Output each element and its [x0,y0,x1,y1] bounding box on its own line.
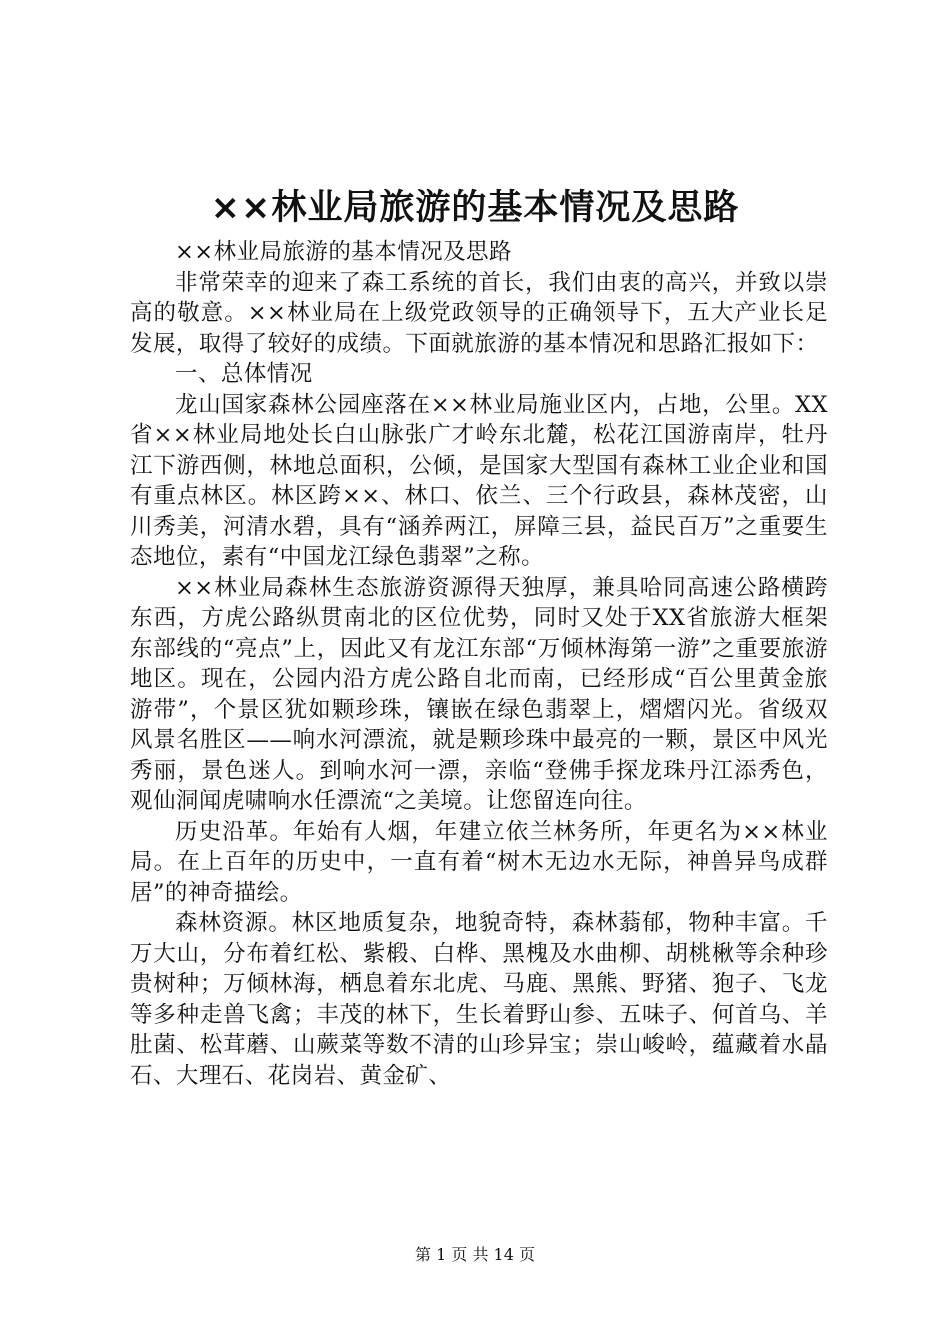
document-title: ××林业局旅游的基本情况及思路 [210,188,740,228]
paragraph-intro: 非常荣幸的迎来了森工系统的首长，我们由衷的高兴，并致以崇高的敬意。××林业局在上级党政领导的正确领导下，五大产业长足发展，取得了较好的成绩。下面就旅游的基本情况和思路汇报如下： [130,269,828,357]
paragraph-tourism-resources: ××林业局森林生态旅游资源得天独厚，兼具哈同高速公路横跨东西，方虎公路纵贯南北的区位优势，同时又处于XX省旅游大框架东部线的“亮点”上，因此又有龙江东部“万倾林海第一游”之重要旅游地区。现在，公园内沿方虎公路自北而南，已经形成“百公里黄金旅游带”，个景区犹如颗珍珠，镶嵌在绿色翡翠上，熠熠闪光。省级双风景名胜区——响水河漂流，就是颗珍珠中最亮的一颗，景区中风光秀丽，景色迷人。到响水河一漂，亲临“登佛手探龙珠丹江添秀色，观仙洞闻虎啸响水任漂流“之美境。让您留连向往。 [130,574,828,814]
paragraph-forest-resources: 森林资源。林区地质复杂，地貌奇特，森林蓊郁，物种丰富。千万大山，分布着红松、紫椴、白桦、黑槐及水曲柳、胡桃楸等余种珍贵树种；万倾林海，栖息着东北虎、马鹿、黑熊、野猪、狍子、飞龙等多种走兽飞禽；丰茂的林下，生长着野山参、五味子、何首乌、羊肚菌、松茸蘑、山蕨菜等数不清的山珍异宝；崇山峻岭，蕴藏着水晶石、大理石、花岗岩、黄金矿、 [130,910,828,1089]
page-number-footer: 第 1 页 共 14 页 [415,1245,535,1264]
section-heading-overview: 一、总体情况 [175,361,313,387]
paragraph-park-location: 龙山国家森林公园座落在××林业局施业区内，占地，公里。XX省××林业局地处长白山脉张广才岭东北麓，松花江国游南岸，牡丹江下游西侧，林地总面积，公倾，是国家大型国有森林工业企业和国有重点林区。林区跨××、林口、依兰、三个行政县，森林茂密，山川秀美，河清水碧，具有“涵养两江，屏障三县，益民百万”之重要生态地位，素有“中国龙江绿色翡翠”之称。 [130,391,828,570]
document-body [130,237,828,1091]
paragraph-subtitle: ××林业局旅游的基本情况及思路 [175,239,512,265]
paragraph-history: 历史沿革。年始有人烟，年建立依兰林务所，年更名为××林业局。在上百年的历史中，一直有着“树木无边水无际，神兽异鸟成群居”的神奇描绘。 [130,818,828,906]
